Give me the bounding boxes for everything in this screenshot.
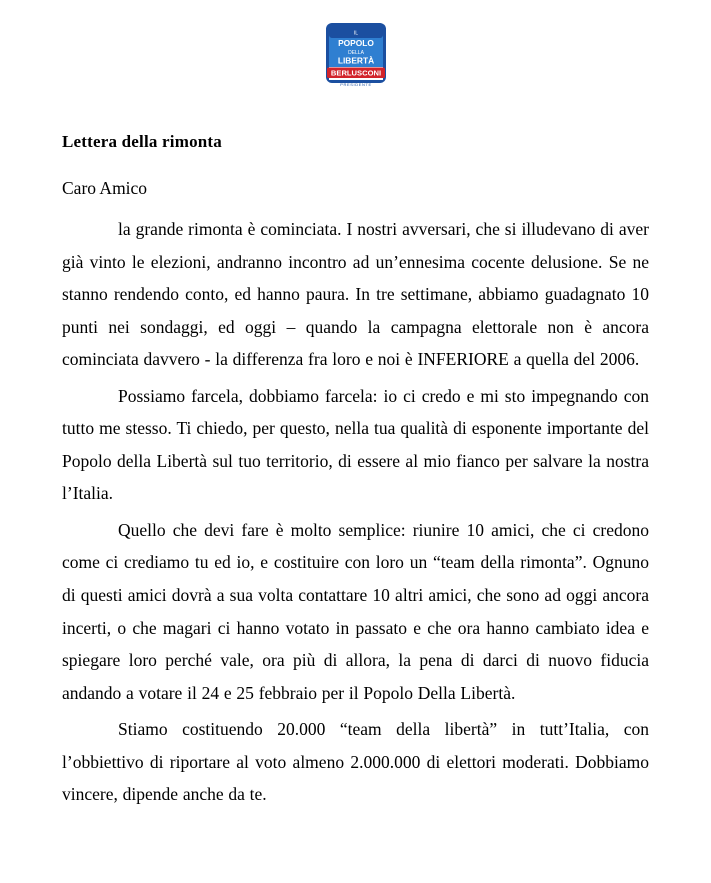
paragraph-1: la grande rimonta è cominciata. I nostri avversari, che si illudevano di aver già vinto le elezioni, andranno incontro ad un’ennesima cocente delusione. Se ne stanno rendendo conto, ed hanno paura. In tre settimane, abbiamo guadagnato 10 punti nei sondaggi, ed oggi – quando la campagna elettorale non è ancora cominciata davvero - la differenza fra loro e noi è INFERIORE a quella del 2006. bbox=[62, 219, 649, 370]
paragraph-4: Stiamo costituendo 20.000 “team della libertà” in tutt’Italia, con l’obbiettivo di riportare al voto almeno 2.000.000 di elettori moderati. Dobbiamo vincere, dipende anche da te. bbox=[62, 719, 649, 805]
svg-text:POPOLO: POPOLO bbox=[337, 38, 374, 48]
svg-text:PRESIDENTE: PRESIDENTE bbox=[339, 82, 372, 87]
svg-text:BERLUSCONI: BERLUSCONI bbox=[330, 68, 381, 78]
page-title: Lettera della rimonta bbox=[62, 132, 222, 151]
svg-text:IL: IL bbox=[353, 30, 358, 37]
svg-text:LIBERTÀ: LIBERTÀ bbox=[337, 55, 374, 66]
pdl-logo-icon bbox=[325, 22, 387, 92]
logo-container bbox=[62, 0, 649, 106]
salutation: Caro Amico bbox=[62, 178, 148, 198]
paragraph-3: Quello che devi fare è molto semplice: riunire 10 amici, che ci credono come ci crediamo tu ed io, e costituire con loro un “team della rimonta”. Ognuno di questi amici dovrà a sua volta contattare 10 altri amici, che sono ad oggi ancora incerti, o che magari ci hanno votato in passato e che ora hanno cambiato idea e spiegare loro perché vale, ora più di allora, la pena di darci di nuovo fiducia andando a votare il 24 e 25 febbraio per il Popolo Della Libertà. bbox=[62, 519, 649, 703]
svg-text:DELLA: DELLA bbox=[347, 50, 364, 56]
paragraph-2: Possiamo farcela, dobbiamo farcela: io ci credo e mi sto impegnando con tutto me stesso. Ti chiedo, per questo, nella tua qualità di esponente importante del Popolo della Libertà sul tuo territorio, di essere al mio fianco per salvare la nostra l’Italia. bbox=[62, 385, 649, 504]
pdl-berlusconi-logo bbox=[325, 22, 387, 92]
